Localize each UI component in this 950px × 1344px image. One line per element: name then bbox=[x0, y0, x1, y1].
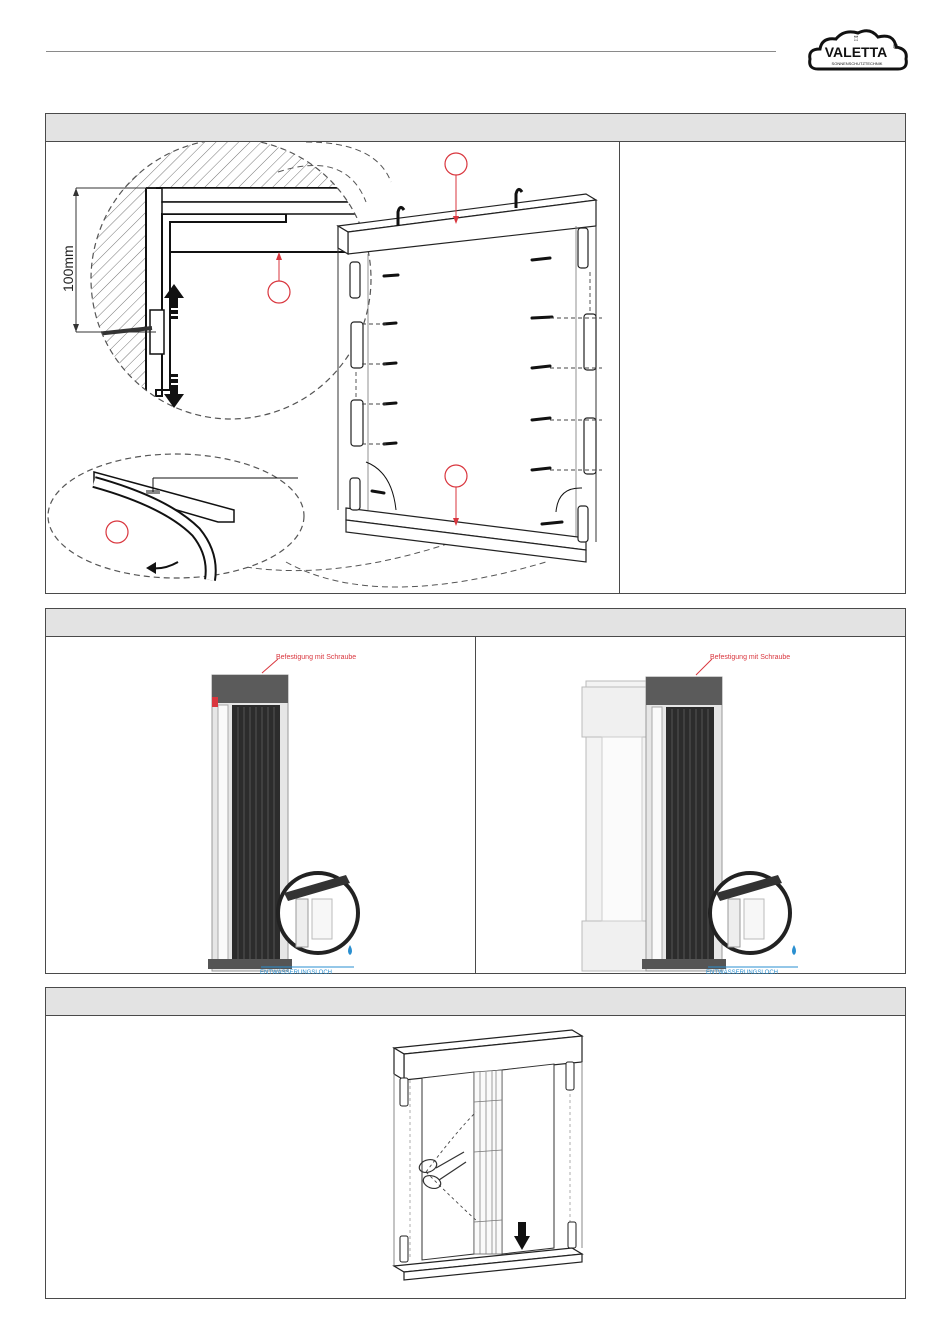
brand-name: VALETTA bbox=[824, 44, 888, 60]
section-2 bbox=[45, 608, 906, 974]
header-rule bbox=[46, 51, 776, 52]
screw-callout-right: Befestigung mit Schraube bbox=[710, 654, 791, 661]
section-2-left-panel bbox=[46, 637, 475, 974]
section-2-title-bar bbox=[46, 609, 905, 637]
section-1 bbox=[45, 113, 906, 594]
brand-tagline: SONNENSCHUTZTECHNIK bbox=[831, 61, 883, 66]
screw-callout-left: Befestigung mit Schraube bbox=[276, 654, 357, 661]
section-3-title-bar bbox=[46, 988, 905, 1016]
brand-mark: ® bbox=[893, 44, 899, 51]
water-drop-icon bbox=[792, 945, 796, 955]
water-drop-icon bbox=[348, 945, 352, 955]
section-1-notes-area bbox=[620, 142, 905, 594]
dimension-label: 100mm bbox=[60, 245, 76, 292]
section-1-diagram bbox=[46, 142, 619, 594]
brand-logo bbox=[806, 27, 910, 77]
section-3 bbox=[45, 987, 906, 1299]
svg-text:♖: ♖ bbox=[852, 36, 860, 43]
section-2-right-panel bbox=[476, 637, 905, 974]
drain-callout-left: ENTWÄSSERUNGSLOCH bbox=[260, 970, 333, 974]
section-1-title-bar bbox=[46, 114, 905, 142]
section-3-diagram bbox=[376, 1022, 636, 1296]
drain-callout-right: ENTWÄSSERUNGSLOCH bbox=[706, 970, 779, 974]
